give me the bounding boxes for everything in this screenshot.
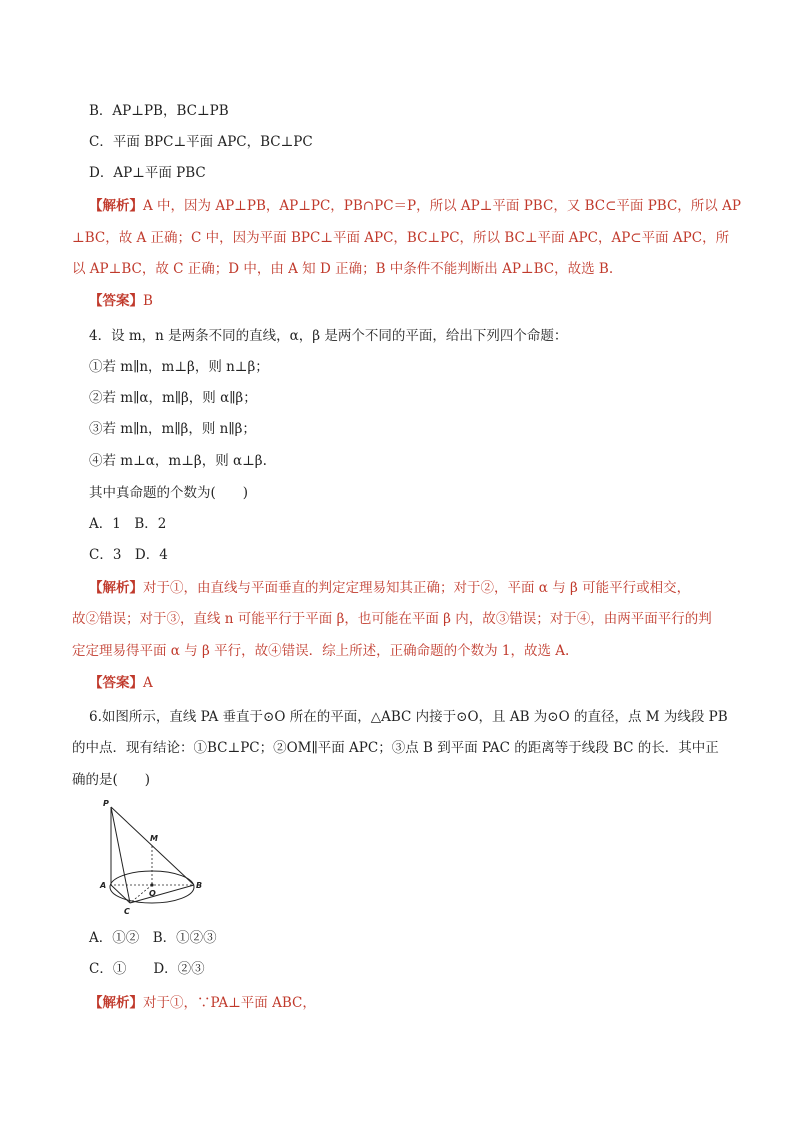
q6-analysis-line-1 <box>89 993 724 1013</box>
q6-stem-line-3: 确的是( ) <box>72 772 151 788</box>
label-c: C <box>124 907 130 916</box>
label-m: M <box>150 834 158 843</box>
q3-analysis-line-2: ⊥BC，故 A 正确；C 中，因为平面 BPC⊥平面 APC，BC⊥PC，所以 BC⊥平面 APC，AP⊂平面 APC，所 <box>72 230 730 246</box>
q4-question: 其中真命题的个数为( ) <box>89 485 249 501</box>
q4-answer <box>89 673 724 693</box>
q4-options-ab: A．1 B．2 <box>89 516 167 532</box>
analysis-tag: 【解析】 <box>89 580 143 596</box>
label-o: O <box>149 889 156 898</box>
label-b: B <box>196 881 203 890</box>
q4-analysis-line-1 <box>89 578 724 598</box>
q3-analysis-line-1 <box>89 196 741 216</box>
q4-stem: 4．设 m，n 是两条不同的直线，α，β 是两个不同的平面，给出下列四个命题： <box>89 328 568 344</box>
center-point-o <box>150 883 153 886</box>
q4-proposition-3: ③若 m∥n，m∥β，则 n∥β； <box>89 421 256 437</box>
q4-proposition-1: ①若 m∥n，m⊥β，则 n⊥β； <box>89 359 269 375</box>
q6-stem-line-1: 6.如图所示，直线 PA 垂直于⊙O 所在的平面，△ABC 内接于⊙O，且 AB 为⊙O 的直径，点 M 为线段 PB <box>89 709 728 725</box>
analysis-text: A 中，因为 AP⊥PB，AP⊥PC，PB∩PC＝P，所以 AP⊥平面 PBC，又 BC⊂平面 PBC，所以 AP <box>143 198 741 214</box>
answer-value: B <box>143 293 153 309</box>
q3-analysis-line-3: 以 AP⊥BC，故 C 正确；D 中，由 A 知 D 正确；B 中条件不能判断出 AP⊥BC，故选 B. <box>72 261 614 277</box>
q6-options-cd: C．① D．②③ <box>89 961 205 977</box>
geometry-figure <box>94 797 224 917</box>
q4-analysis-line-3: 定定理易得平面 α 与 β 平行，故④错误．综上所述，正确命题的个数为 1，故选 A. <box>72 643 570 659</box>
q3-option-c: C．平面 BPC⊥平面 APC，BC⊥PC <box>89 134 313 150</box>
q6-options-ab: A．①② B．①②③ <box>89 930 217 946</box>
q3-option-d: D．AP⊥平面 PBC <box>89 165 206 181</box>
segment-pb <box>111 807 194 885</box>
q3-option-b: B．AP⊥PB，BC⊥PB <box>89 103 229 119</box>
segment-bc <box>130 885 194 903</box>
q4-options-cd: C．3 D．4 <box>89 547 168 563</box>
label-p: P <box>103 799 109 808</box>
analysis-tag: 【解析】 <box>89 198 143 214</box>
analysis-text: 对于①，∵PA⊥平面 ABC， <box>143 995 316 1011</box>
analysis-tag: 【解析】 <box>89 995 143 1011</box>
answer-tag: 【答案】 <box>89 675 143 691</box>
q6-stem-line-2: 的中点．现有结论：①BC⊥PC；②OM∥平面 APC；③点 B 到平面 PAC 的距离等于线段 BC 的长．其中正 <box>72 740 719 756</box>
label-a: A <box>100 881 107 890</box>
answer-value: A <box>143 675 153 691</box>
q4-analysis-line-2: 故②错误；对于③，直线 n 可能平行于平面 β，也可能在平面 β 内，故③错误；对于④，由两平面平行的判 <box>72 611 712 627</box>
q4-proposition-4: ④若 m⊥α，m⊥β，则 α⊥β. <box>89 453 267 469</box>
analysis-text: 对于①，由直线与平面垂直的判定定理易知其正确；对于②，平面 α 与 β 可能平行或相交， <box>143 580 691 596</box>
segment-pc <box>111 807 130 903</box>
answer-tag: 【答案】 <box>89 293 143 309</box>
q3-answer <box>89 291 724 311</box>
q4-proposition-2: ②若 m∥α，m∥β，则 α∥β； <box>89 390 257 406</box>
